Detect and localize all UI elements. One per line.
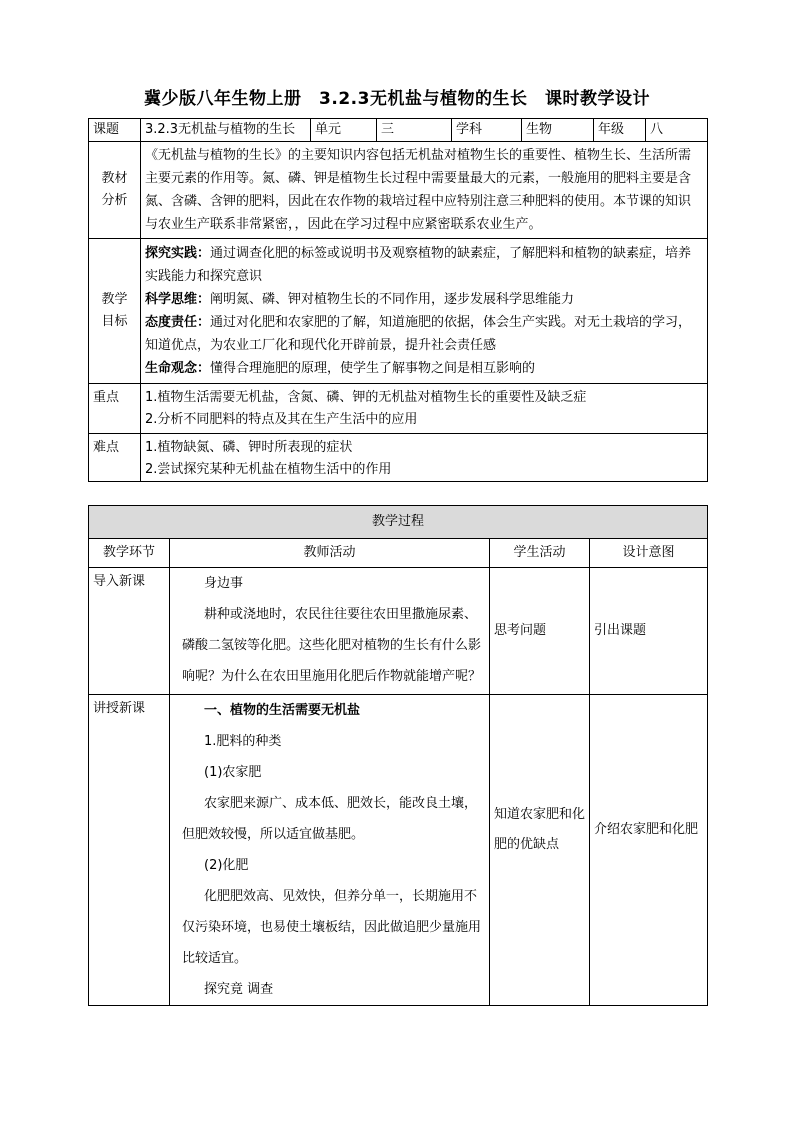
intro-row	[89, 568, 708, 695]
goal-item: 态度责任：通过对化肥和农家肥的了解，知道施肥的依据，体会生产实践。对无土栽培的学习，知道优点，为农业工厂化和现代化开辟前景，提升社会责任感	[145, 315, 692, 353]
info-row	[89, 119, 708, 142]
difficulties-label: 难点	[89, 434, 141, 482]
process-title: 教学过程	[89, 506, 708, 539]
header-teacher: 教师活动	[170, 539, 490, 568]
lecture-stage: 讲授新课	[89, 695, 170, 1006]
teaching-process-table	[88, 505, 708, 1006]
goals-row	[89, 239, 708, 384]
goals-label-2: 目标	[101, 314, 128, 329]
goals-label-1: 教学	[101, 292, 128, 307]
process-title-row	[89, 506, 708, 539]
key-points-list	[141, 384, 708, 434]
lesson-info-table	[88, 118, 708, 482]
header-student: 学生活动	[490, 539, 590, 568]
goal-item: 探究实践：通过调查化肥的标签或说明书及观察植物的缺素症，了解肥料和植物的缺素症，培养实践能力和探究意识	[145, 246, 692, 284]
lecture-teacher: 一、植物的生活需要无机盐 1.肥料的种类 (1)农家肥 农家肥来源广、成本低、肥效长，能改良土壤，但肥效较慢，所以适宜做基肥。 (2)化肥 化肥肥效高、见效快，但养分单一，长期施用不仅污染环境，也易使土壤板结，因此做追肥少量施用比较适宜。 探究竟 调查	[170, 695, 490, 1006]
key-points-label: 重点	[89, 384, 141, 434]
intro-stage: 导入新课	[89, 568, 170, 695]
difficulty-item: 1.植物缺氮、磷、钾时所表现的症状	[145, 440, 353, 455]
grade-value: 八	[646, 119, 708, 142]
intro-student: 思考问题	[490, 568, 590, 695]
goals-label	[89, 239, 141, 384]
subject-label: 学科	[452, 119, 522, 142]
header-intent: 设计意图	[590, 539, 708, 568]
lecture-row	[89, 695, 708, 1006]
unit-value: 三	[377, 119, 452, 142]
goals-list	[141, 239, 708, 384]
process-header-row	[89, 539, 708, 568]
difficulties-row	[89, 434, 708, 482]
key-points-row	[89, 384, 708, 434]
grade-label: 年级	[594, 119, 646, 142]
header-stage: 教学环节	[89, 539, 170, 568]
page-title: 冀少版八年生物上册 3.2.3无机盐与植物的生长 课时教学设计	[144, 89, 650, 109]
difficulty-item: 2.尝试探究某种无机盐在植物生活中的作用	[145, 462, 392, 477]
key-point-item: 2.分析不同肥料的特点及其在生产生活中的应用	[145, 412, 418, 427]
lecture-student: 知道农家肥和化肥的优缺点	[490, 695, 590, 1006]
analysis-label-1: 教材	[101, 171, 128, 186]
difficulties-list	[141, 434, 708, 482]
analysis-label	[89, 142, 141, 239]
subject-value: 生物	[522, 119, 594, 142]
goal-item: 科学思维：阐明氮、磷、钾对植物生长的不同作用，逐步发展科学思维能力	[145, 292, 575, 307]
lecture-intent: 介绍农家肥和化肥	[590, 695, 708, 1006]
analysis-row	[89, 142, 708, 239]
analysis-label-2: 分析	[101, 193, 128, 208]
intro-intent: 引出课题	[590, 568, 708, 695]
unit-label: 单元	[311, 119, 377, 142]
topic-label: 课题	[89, 119, 141, 142]
intro-teacher: 身边事 耕种或浇地时，农民往往要往农田里撒施尿素、磷酸二氢铵等化肥。这些化肥对植物的生长有什么影响呢？为什么在农田里施用化肥后作物就能增产呢？	[170, 568, 490, 695]
analysis-text: 《无机盐与植物的生长》的主要知识内容包括无机盐对植物生长的重要性、植物生长、生活所需主要元素的作用等。氮、磷、钾是植物生长过程中需要量最大的元素，一般施用的肥料主要是含氮、含磷、含钾的肥料，因此在农作物的栽培过程中应特别注意三种肥料的使用。本节课的知识与农业生产联系非常紧密，，因此在学习过程中应紧密联系农业生产。	[141, 142, 708, 239]
topic-value: 3.2.3无机盐与植物的生长	[141, 119, 311, 142]
key-point-item: 1.植物生活需要无机盐，含氮、磷、钾的无机盐对植物生长的重要性及缺乏症	[145, 390, 587, 405]
goal-item: 生命观念：懂得合理施肥的原理，使学生了解事物之间是相互影响的	[145, 361, 536, 376]
